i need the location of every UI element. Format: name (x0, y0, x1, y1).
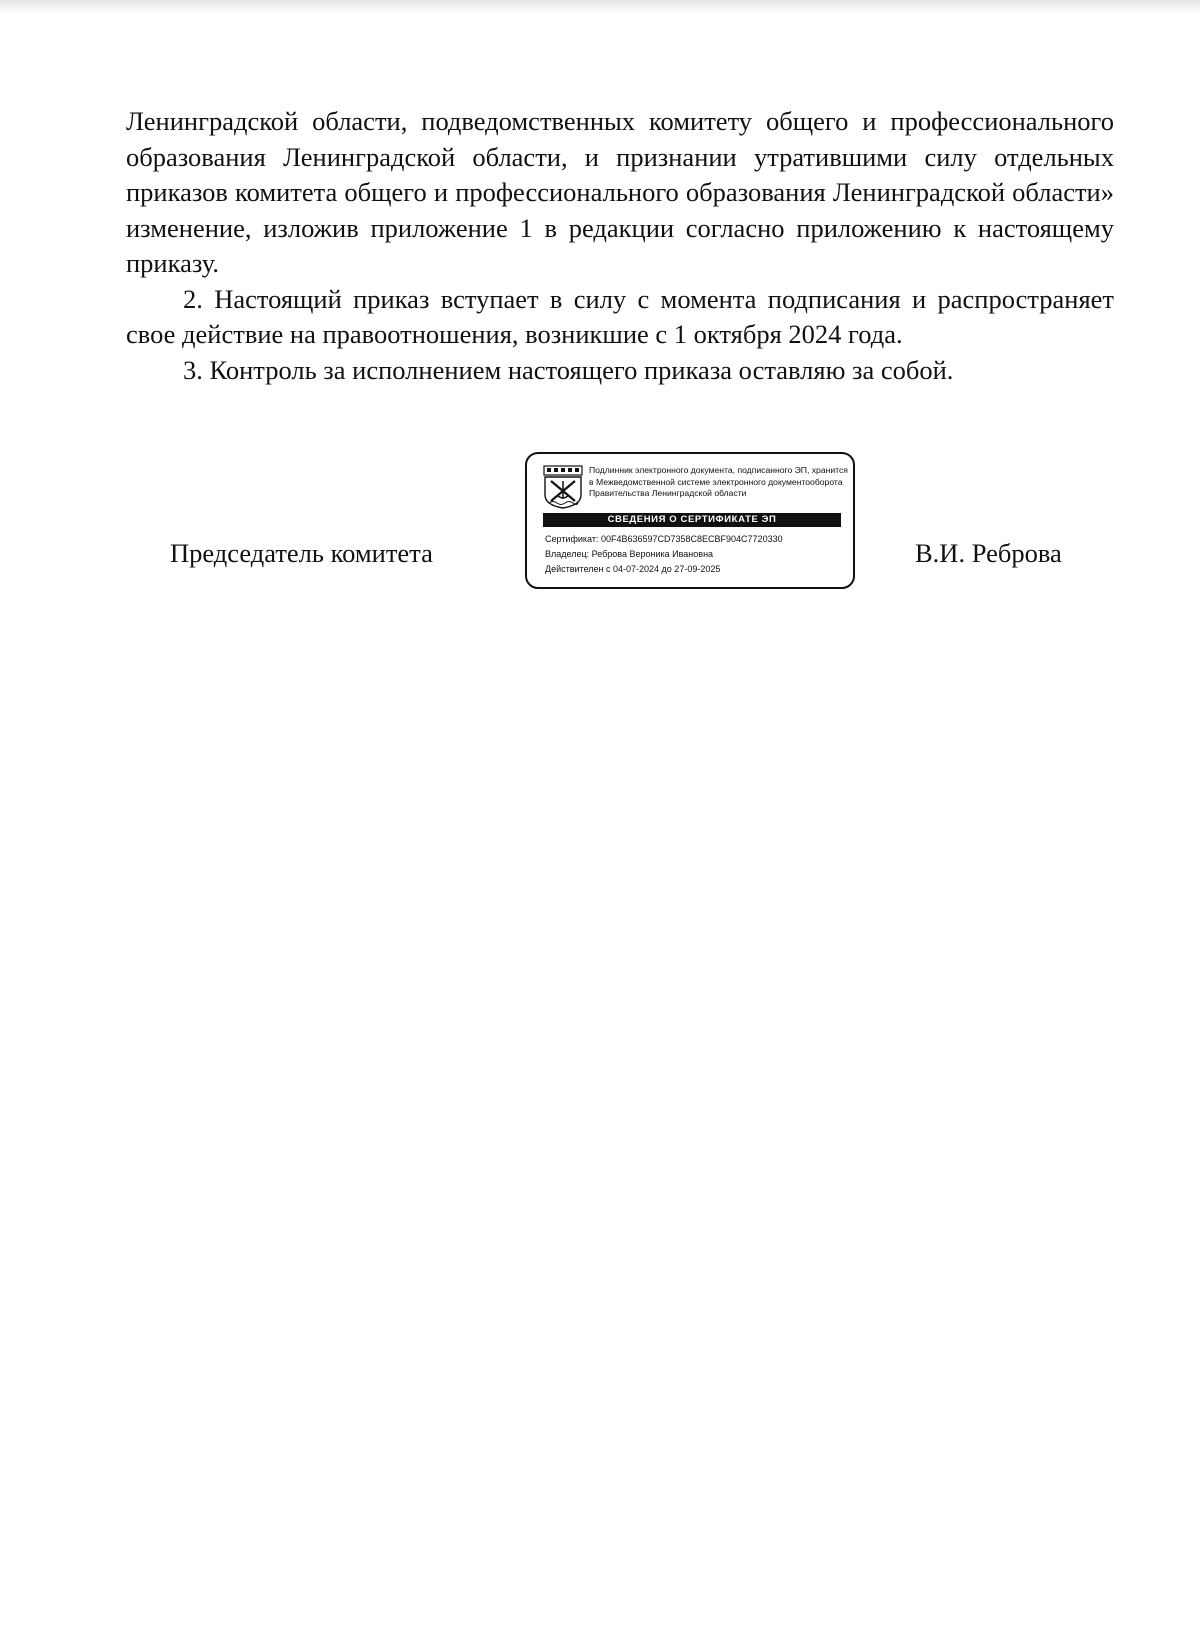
electronic-signature-stamp (525, 452, 855, 589)
paragraph-continuation: Ленинградской области, подведомственных комитету общего и профессионального образования Ленинградской области, и признании утратившими силу отдельных приказов комитета общего и профессионального образования Ленинградской области» изменение, изложив приложение 1 в редакции согласно приложению к настоящему приказу. (126, 106, 1114, 278)
coat-of-arms-icon (543, 465, 583, 509)
signer-name: В.И. Реброва (915, 538, 1062, 568)
certificate-validity: Действителен с 04-07-2024 до 27-09-2025 (545, 564, 721, 574)
certificate-number: Сертификат: 00F4B636597CD7358C8ECBF904C7720330 (545, 534, 783, 544)
paragraph-item-3: 3. Контроль за исполнением настоящего приказа оставляю за собой. (183, 354, 954, 385)
paragraph-item-2: 2. Настоящий приказ вступает в силу с момента подписания и распространяет свое действие на правоотношения, возникшие с 1 октября 2024 года. (126, 283, 1114, 349)
stamp-band-title: СВЕДЕНИЯ О СЕРТИФИКАТЕ ЭП (543, 513, 841, 527)
scan-edge (0, 0, 1200, 14)
certificate-owner: Владелец: Реброва Вероника Ивановна (545, 549, 714, 559)
stamp-note: Подлинник электронного документа, подписанного ЭП, хранится в Межведомственной системе электронного документооборота Правительства Ленинградской области (589, 465, 848, 498)
signer-position: Председатель комитета (170, 538, 433, 568)
document-body (126, 104, 1114, 388)
